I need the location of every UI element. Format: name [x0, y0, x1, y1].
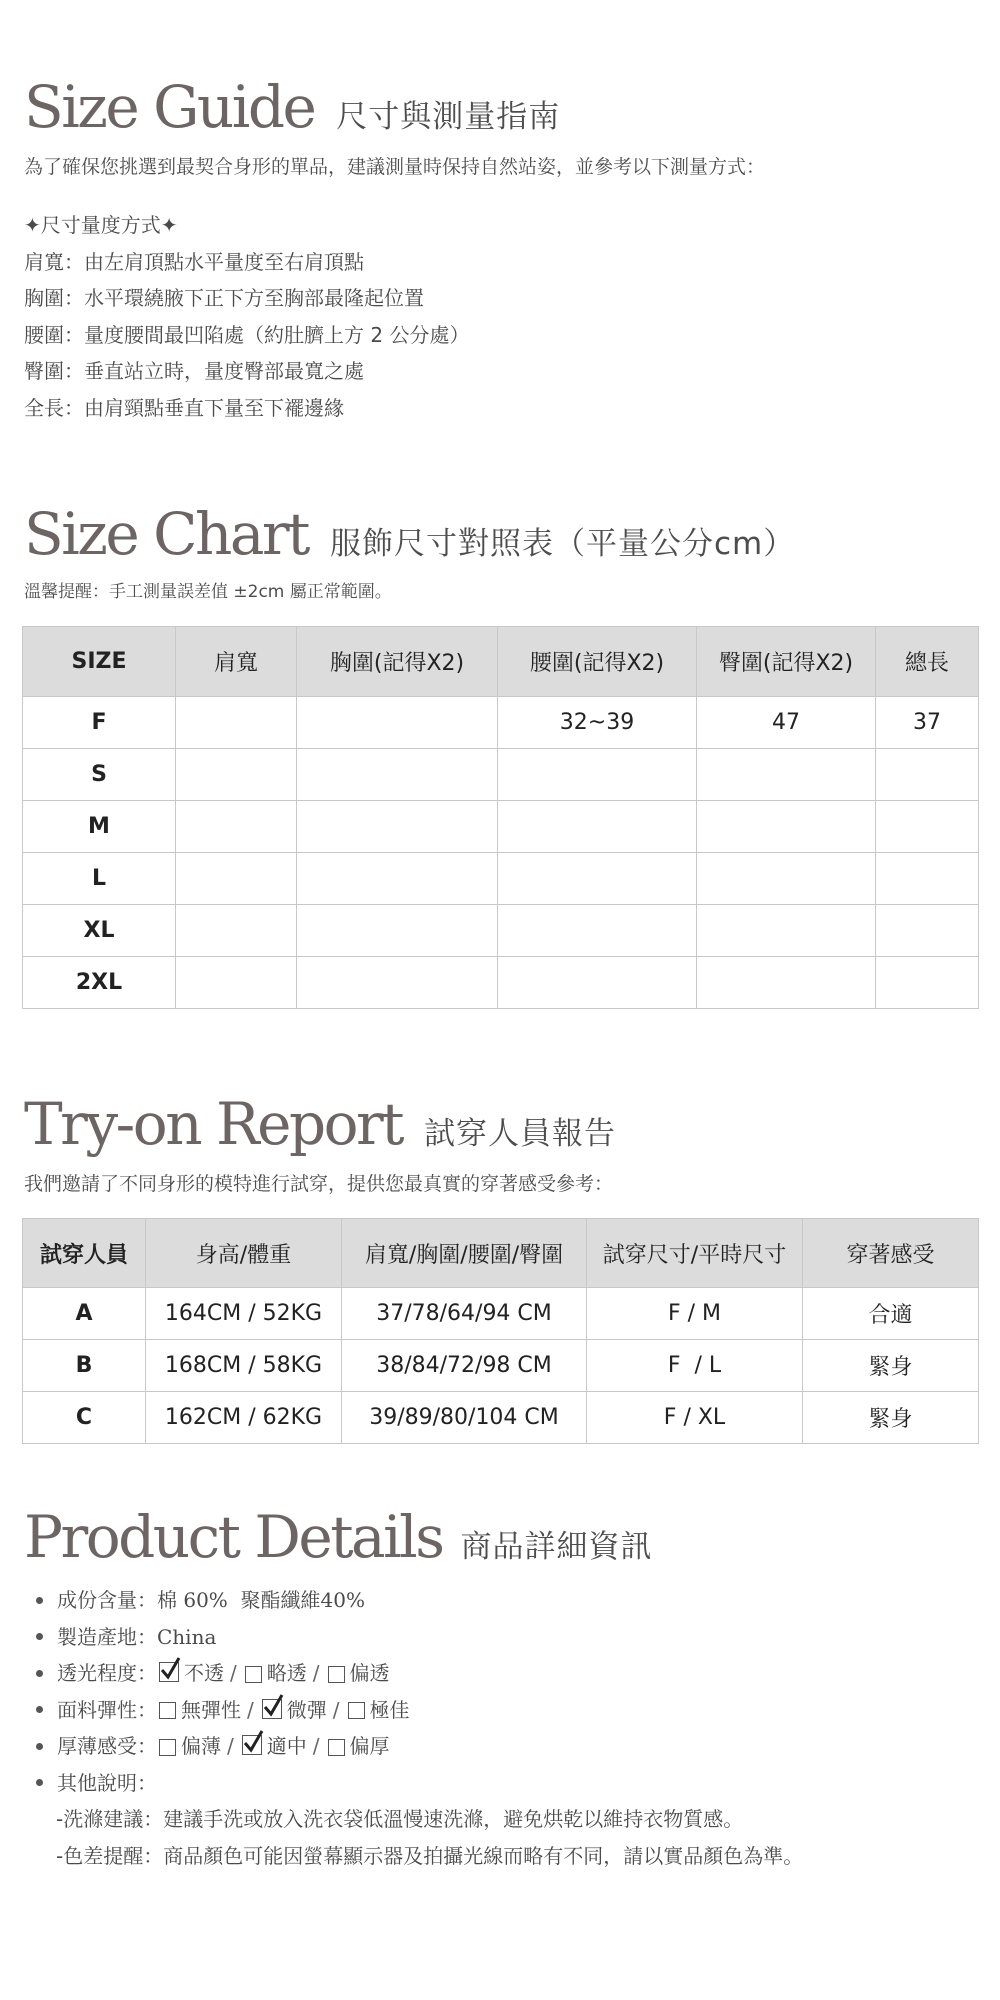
size-guide-subtitle: 尺寸與測量指南	[336, 99, 561, 135]
option-separator: /	[247, 1697, 254, 1722]
product-details-heading	[24, 1503, 978, 1571]
table-cell	[297, 697, 498, 749]
bullet-icon	[36, 1670, 43, 1677]
tryon-heading	[24, 1090, 978, 1158]
checkbox-icon	[348, 1702, 365, 1719]
option-separator: /	[312, 1661, 320, 1685]
table-row	[23, 905, 979, 957]
table-cell	[876, 749, 979, 801]
table-cell	[876, 905, 979, 957]
table-cell: F / M	[587, 1288, 803, 1340]
column-header: 肩寬/胸圍/腰圍/臀圍	[342, 1219, 587, 1288]
option-label: 略透	[266, 1661, 307, 1685]
checkbox-icon	[159, 1702, 176, 1719]
checked-checkbox-icon	[242, 1735, 262, 1755]
table-cell: 緊身	[803, 1392, 979, 1444]
table-cell	[697, 957, 876, 1009]
table-cell: F / L	[587, 1340, 803, 1392]
table-cell	[297, 801, 498, 853]
option-label: 不透	[184, 1661, 224, 1685]
column-header: 試穿人員	[23, 1219, 146, 1288]
checkbox-icon	[159, 1739, 176, 1756]
option-label: 微彈	[286, 1697, 327, 1722]
detail-value: 棉 60% 聚酯纖維40%	[157, 1588, 365, 1612]
detail-label: 面料彈性：	[57, 1697, 157, 1722]
option-separator: /	[312, 1734, 320, 1758]
table-cell	[498, 853, 697, 905]
column-header: 穿著感受	[803, 1219, 979, 1288]
table-cell: 合適	[803, 1288, 979, 1340]
detail-label: 透光程度：	[57, 1661, 157, 1685]
table-row	[23, 801, 979, 853]
checked-checkbox-icon	[262, 1699, 282, 1719]
column-header: 胸圍(記得X2)	[297, 627, 498, 697]
list-item	[36, 1765, 978, 1802]
measurement-methods	[24, 207, 978, 426]
option-separator: /	[230, 1661, 237, 1685]
option-label: 適中	[266, 1734, 307, 1758]
size-guide-title: Size Guide	[24, 73, 315, 141]
product-details-subtitle: 商品詳細資訊	[460, 1529, 653, 1565]
table-cell: 32~39	[498, 697, 697, 749]
detail-label: 厚薄感受：	[57, 1734, 157, 1758]
option-label: 偏透	[349, 1661, 390, 1685]
size-cell: F	[23, 697, 176, 749]
size-chart-subtitle: 服飾尺寸對照表（平量公分cm）	[329, 526, 796, 562]
method-item: 腰圍：量度腰間最凹陷處（約肚臍上方 2 公分處）	[24, 322, 470, 347]
table-cell: 39/89/80/104 CM	[342, 1392, 587, 1444]
size-guide-section	[24, 73, 978, 426]
size-chart-section	[24, 500, 978, 1009]
option-label: 偏厚	[349, 1734, 390, 1758]
checkbox-icon	[245, 1666, 262, 1683]
option-separator: /	[332, 1697, 340, 1722]
list-item	[36, 1655, 978, 1692]
size-cell: M	[23, 801, 176, 853]
table-cell: 47	[697, 697, 876, 749]
detail-label: 成份含量：	[57, 1588, 157, 1612]
table-cell: F / XL	[587, 1392, 803, 1444]
tryon-title: Try-on Report	[24, 1090, 403, 1158]
table-cell: 37/78/64/94 CM	[342, 1288, 587, 1340]
tryon-table-header	[23, 1219, 979, 1288]
table-cell: 162CM / 62KG	[146, 1392, 342, 1444]
table-cell	[498, 957, 697, 1009]
table-cell	[697, 749, 876, 801]
table-cell	[697, 853, 876, 905]
checked-checkbox-icon	[159, 1662, 179, 1682]
column-header: SIZE	[23, 627, 176, 697]
checkbox-icon	[328, 1739, 345, 1756]
table-cell	[297, 853, 498, 905]
table-cell: 38/84/72/98 CM	[342, 1340, 587, 1392]
table-cell	[297, 749, 498, 801]
color-note: -色差提醒：商品顏色可能因螢幕顯示器及拍攝光線而略有不同，請以實品顏色為準。	[56, 1843, 804, 1868]
size-chart-note: 溫馨提醒：手工測量誤差值 ±2cm 屬正常範圍。	[24, 582, 392, 602]
column-header: 試穿尺寸/平時尺寸	[587, 1219, 803, 1288]
list-item	[36, 1582, 978, 1619]
table-cell	[176, 697, 297, 749]
table-cell	[876, 853, 979, 905]
list-item	[36, 1619, 978, 1656]
table-cell	[176, 957, 297, 1009]
size-guide-heading	[24, 73, 978, 141]
tester-cell: B	[23, 1340, 146, 1392]
list-item	[36, 1692, 978, 1729]
tryon-table	[22, 1218, 979, 1444]
method-item: 臀圍：垂直站立時，量度臀部最寬之處	[24, 359, 364, 383]
tester-cell: A	[23, 1288, 146, 1340]
option-label: 偏薄	[181, 1734, 221, 1758]
detail-label: 其他說明：	[57, 1770, 157, 1795]
size-cell: XL	[23, 905, 176, 957]
bullet-icon	[36, 1597, 43, 1604]
size-chart-title: Size Chart	[24, 500, 308, 568]
table-cell	[176, 905, 297, 957]
table-cell	[176, 749, 297, 801]
size-cell: S	[23, 749, 176, 801]
column-header: 臀圍(記得X2)	[697, 627, 876, 697]
table-row	[23, 1340, 979, 1392]
method-item: 全長：由肩頸點垂直下量至下襬邊緣	[24, 395, 344, 420]
table-row	[23, 1288, 979, 1340]
table-row	[23, 957, 979, 1009]
table-row	[23, 697, 979, 749]
option-label: 極佳	[369, 1697, 410, 1722]
table-cell	[498, 749, 697, 801]
bullet-icon	[36, 1633, 43, 1640]
table-cell: 37	[876, 697, 979, 749]
size-cell: 2XL	[23, 957, 176, 1009]
table-row	[23, 1392, 979, 1444]
column-header: 肩寬	[176, 627, 297, 697]
table-cell	[697, 905, 876, 957]
table-cell: 168CM / 58KG	[146, 1340, 342, 1392]
size-guide-intro: 為了確保您挑選到最契合身形的單品，建議測量時保持自然站姿，並參考以下測量方式：	[24, 156, 766, 178]
table-cell	[297, 905, 498, 957]
product-details-section	[24, 1503, 978, 1874]
method-item: 肩寬：由左肩頂點水平量度至右肩頂點	[24, 249, 364, 274]
table-cell	[498, 801, 697, 853]
size-table-header	[23, 627, 979, 697]
table-cell	[176, 801, 297, 853]
table-cell	[176, 853, 297, 905]
size-chart-heading	[24, 500, 978, 568]
tryon-section	[24, 1090, 978, 1444]
column-header: 身高/體重	[146, 1219, 342, 1288]
tester-cell: C	[23, 1392, 146, 1444]
table-cell	[876, 801, 979, 853]
checkbox-icon	[328, 1666, 345, 1683]
wash-note: -洗滌建議：建議手洗或放入洗衣袋低溫慢速洗滌，避免烘乾以維持衣物質感。	[56, 1807, 744, 1831]
table-cell: 緊身	[803, 1340, 979, 1392]
table-cell	[876, 957, 979, 1009]
option-separator: /	[227, 1734, 234, 1758]
product-details-list	[24, 1582, 978, 1874]
bullet-icon	[36, 1706, 43, 1713]
table-cell: 164CM / 52KG	[146, 1288, 342, 1340]
method-title: ✦尺寸量度方式✦	[24, 213, 178, 237]
list-item	[36, 1728, 978, 1765]
method-item: 胸圍：水平環繞腋下正下方至胸部最隆起位置	[24, 286, 424, 310]
size-cell: L	[23, 853, 176, 905]
bullet-icon	[36, 1743, 43, 1750]
table-cell	[297, 957, 498, 1009]
table-cell	[498, 905, 697, 957]
size-table	[22, 626, 979, 1009]
column-header: 總長	[876, 627, 979, 697]
bullet-icon	[36, 1779, 43, 1786]
column-header: 腰圍(記得X2)	[498, 627, 697, 697]
detail-label: 製造產地：	[57, 1624, 157, 1649]
detail-value: China	[157, 1624, 217, 1649]
tryon-subtitle: 試穿人員報告	[424, 1116, 617, 1152]
option-label: 無彈性	[181, 1697, 241, 1722]
product-details-title: Product Details	[24, 1503, 443, 1571]
table-row	[23, 749, 979, 801]
table-row	[23, 853, 979, 905]
table-cell	[697, 801, 876, 853]
tryon-intro: 我們邀請了不同身形的模特進行試穿，提供您最真實的穿著感受參考：	[24, 1173, 614, 1195]
